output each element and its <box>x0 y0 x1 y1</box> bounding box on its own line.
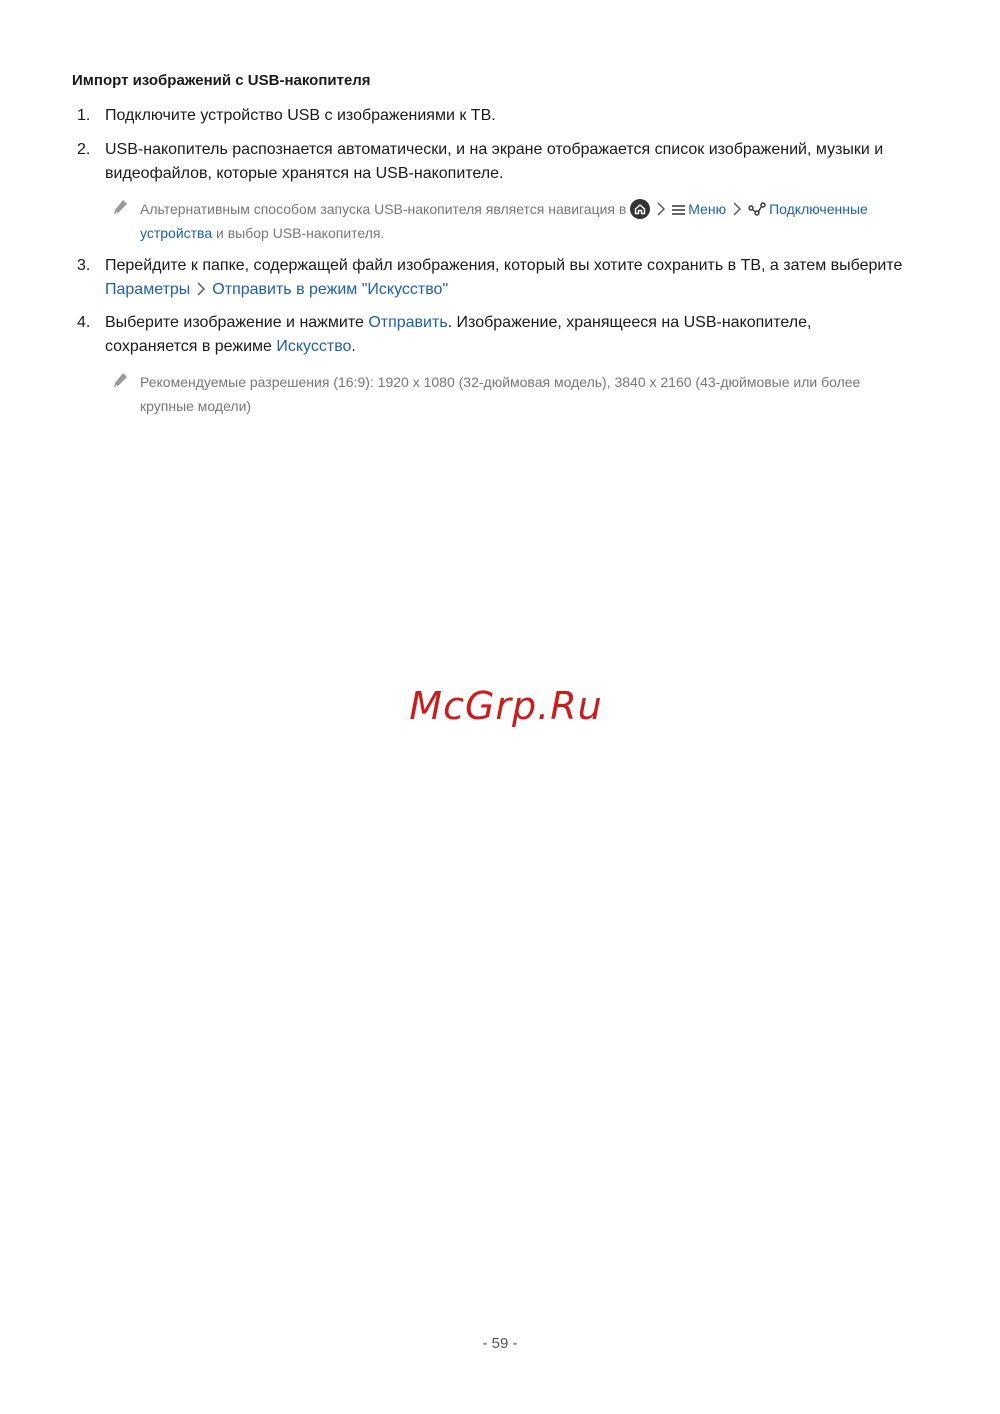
note-text <box>140 197 930 245</box>
section-title: Импорт изображений с USB-накопителя <box>72 72 371 89</box>
chevron-right-icon <box>196 282 206 296</box>
parameters-link[interactable]: Параметры <box>105 281 191 298</box>
watermark: McGrp.Ru <box>409 684 603 728</box>
step-text-a: Выберите изображение и нажмите <box>105 314 369 331</box>
step-number: 1. <box>77 107 91 124</box>
note-text: Рекомендуемые разрешения (16:9): 1920 x 1080 (32-дюймовая модель), 3840 x 2160 (43-дюймовые или более крупные модели) <box>140 374 861 414</box>
note-text-start: Альтернативным способом запуска USB-накопителя является навигация в <box>140 201 631 217</box>
step-text-c: . <box>351 338 356 355</box>
page-number: - 59 - <box>482 1335 518 1352</box>
home-icon <box>630 199 650 219</box>
connected-devices-link[interactable]: Подключенные <box>769 201 868 217</box>
chevron-right-icon <box>732 202 742 216</box>
menu-icon <box>672 204 685 216</box>
connected-devices-link-cont[interactable]: устройства <box>140 225 213 241</box>
pencil-icon <box>112 372 128 390</box>
menu-link[interactable]: Меню <box>688 201 727 217</box>
send-to-art-mode-link[interactable]: Отправить в режим "Искусство" <box>212 281 449 298</box>
art-mode-link[interactable]: Искусство <box>276 338 352 355</box>
connected-devices-icon <box>748 202 766 216</box>
chevron-right-icon <box>656 202 666 216</box>
step-number: 2. <box>77 141 91 158</box>
step-number: 3. <box>77 257 91 274</box>
pencil-icon <box>112 199 128 217</box>
note-text-end: и выбор USB-накопителя. <box>212 225 385 241</box>
step-text-start: Перейдите к папке, содержащей файл изображения, который вы хотите сохранить в ТВ, а затем выберите <box>105 257 903 274</box>
step-text: USB-накопитель распознается автоматически, и на экране отображается список изображений, музыки и видеофайлов, которые хранятся на USB-накопителе. <box>105 141 884 182</box>
step-text <box>105 311 905 359</box>
step-text: Подключите устройство USB с изображениями к ТВ. <box>105 107 496 124</box>
step-number: 4. <box>77 314 91 331</box>
step-text <box>105 254 935 302</box>
step-text-b: . Изображение, хранящееся на USB-накопителе, сохраняется в режиме <box>105 314 812 355</box>
send-link[interactable]: Отправить <box>368 314 448 331</box>
